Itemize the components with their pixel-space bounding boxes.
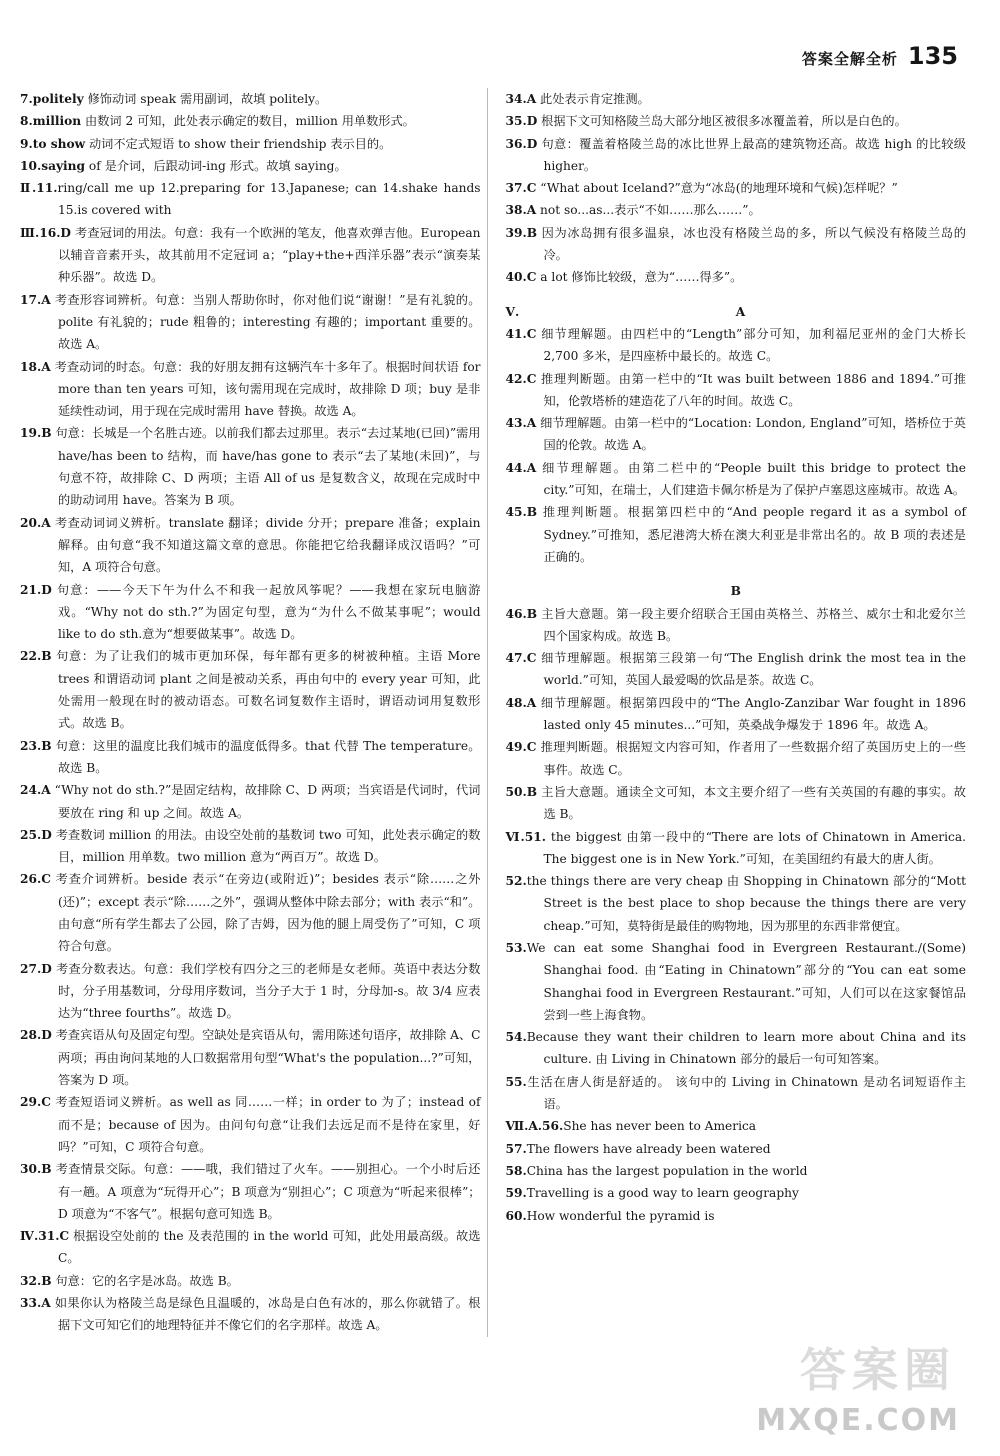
answer-text: 推理判断题。根据第四栏中的“And people regard it as a symbol of Sydney.”可推知，悉尼港湾大桥在澳大利亚是非常出名的。故 B 项的表述是正确的。 xyxy=(537,505,966,564)
answer-text: 由数词 2 可知，此处表示确定的数目，million 用单数形式。 xyxy=(81,114,415,129)
answer-number: 54. xyxy=(505,1030,527,1045)
answer-entry xyxy=(20,958,481,1025)
answer-number: 39.B xyxy=(505,225,538,240)
answer-entry xyxy=(506,457,967,502)
answer-text: 动词不定式短语 to show their friendship 表示目的。 xyxy=(85,136,392,151)
answer-entry xyxy=(506,368,967,413)
answer-number: 8.million xyxy=(20,114,82,129)
answer-text: The flowers have already been watered xyxy=(526,1141,771,1156)
answer-number: 24.A xyxy=(20,783,51,798)
answer-number: 27.D xyxy=(20,961,52,976)
answer-entry xyxy=(506,323,967,368)
answer-text: “Why not do sth.?”是固定结构，故排除 C、D 两项；当宾语是代词时，代词要放在 ring 和 up 之间。故选 A。 xyxy=(50,783,481,820)
answer-number: 36.D xyxy=(505,136,538,151)
answer-columns xyxy=(20,88,966,1337)
answer-entry xyxy=(20,422,481,511)
answer-entry xyxy=(20,645,481,734)
answer-number: 35.D xyxy=(505,114,538,129)
section-v-letter: A xyxy=(735,304,746,319)
answer-text: 细节理解题。由第二栏中的“People built this bridge to protect the city.”可知，在瑞士，人们建造卡佩尔桥是为了保护卢塞恩这座城市。故选 A。 xyxy=(536,460,966,498)
answer-text: 句意：这里的温度比我们城市的温度低得多。that 代替 The temperature。故选 B。 xyxy=(51,738,481,775)
answer-number: 18.A xyxy=(20,359,51,374)
answer-text: 根据设空处前的 the 及表范围的 in the world 可知，此处用最高级。故选 C。 xyxy=(58,1229,481,1266)
answer-entry xyxy=(20,868,481,957)
answer-entry xyxy=(20,512,481,579)
answer-text: 句意：长城是一个名胜古迹。以前我们都去过那里。表示“去过某地(已回)”需用 have/has been to 结构，而 have/has gone to 表示“去了某地(未回)”，与句意不符，故排除 C、D 两项；主语 All of us 是复数含义，故现在完成时中的助动词用 have。答案为 B 项。 xyxy=(51,426,481,508)
answer-number: 34.A xyxy=(505,92,537,106)
answer-number: 42.C xyxy=(505,371,537,386)
answer-text: 考查动词词义辨析。translate 翻译；divide 分开；prepare 准备；explain 解释。由句意“我不知道这篇文章的意思。你能把它给我翻译成汉语吗？”可知，A 项符合句意。 xyxy=(50,515,481,575)
answer-entry xyxy=(506,177,967,199)
answer-text: 修饰动词 speak 需用副词，故填 politely。 xyxy=(83,92,328,106)
answer-entry xyxy=(20,1158,481,1225)
answer-text: 考查数词 million 的用法。由设空处前的基数词 two 可知，此处表示确定的数目，million 用单数。two million 意为“两百万”。故选 D。 xyxy=(51,827,481,865)
answer-text: 细节理解题。由第一栏中的“Location: London, England”可知，塔桥位于英国的伦敦。故选 A。 xyxy=(536,416,966,453)
answer-entry xyxy=(506,1026,967,1071)
answer-entry xyxy=(506,1160,967,1182)
answer-text: 考查情景交际。句意：——哦，我们错过了火车。——别担心。一个小时后还有一趟。A 项意为“玩得开心”；B 项意为“别担心”；C 项意为“听起来很棒”；D 项意为“不客气”。根据句意可知选 B。 xyxy=(51,1162,481,1221)
page-number: 135 xyxy=(907,42,958,70)
answer-number: 29.C xyxy=(20,1095,51,1110)
answer-text: 考查介词辨析。beside 表示“在旁边(或附近)”；besides 表示“除……之外(还)”；except 表示“除……之外”，强调从整体中除去部分；with 表示“和”。由句意“所有学生都去了公园，除了吉姆，因为他的腿上周受伤了”可知，C 项符合句意。 xyxy=(50,872,481,954)
answer-entry xyxy=(20,356,481,423)
answer-text: the biggest 由第一段中的“There are lots of Chinatown in America. The biggest one is in New York.”可知，在美国纽约有最大的唐人街。 xyxy=(543,829,966,866)
answer-entry xyxy=(20,1024,481,1091)
answer-number: 32.B xyxy=(20,1273,52,1288)
answer-entry xyxy=(20,1091,481,1158)
answer-number: 30.B xyxy=(20,1162,52,1177)
answer-number: 44.A xyxy=(505,460,537,475)
answer-number: Ⅱ.11. xyxy=(20,181,58,196)
answer-text: 考查分数表达。句意：我们学校有四分之三的老师是女老师。英语中表达分数时，分子用基数词，分母用序数词，当分子大于 1 时，分母加-s。故 3/4 应表达为“three fourths”。故选 D。 xyxy=(51,961,481,1021)
answer-number: 10.saying xyxy=(20,158,86,173)
answer-entry xyxy=(506,781,967,826)
answer-entry xyxy=(20,110,481,132)
answer-number: 57. xyxy=(505,1141,527,1156)
answer-number: 23.B xyxy=(20,738,52,753)
answer-number: 45.B xyxy=(505,505,538,520)
answer-number: 38.A xyxy=(505,203,537,218)
answer-number: 33.A xyxy=(20,1296,51,1311)
answer-text: Because they want their children to learn more about China and its culture. 由 Living in Chinatown 部分的最后一句可知答案。 xyxy=(526,1030,966,1067)
answer-entry xyxy=(506,1182,967,1204)
answer-text: 细节理解题。根据第三段第一句“The English drink the most tea in the world.”可知，英国人最爱喝的饮品是茶。故选 C。 xyxy=(536,651,966,688)
section-v-header xyxy=(506,301,967,323)
answer-text: 考查冠词的用法。句意：我有一个欧洲的笔友，他喜欢弹吉他。European 以辅音音素开头，故其前用不定冠词 a；“play+the+西洋乐器”表示“演奏某种乐器”。故选 D。 xyxy=(58,225,481,285)
answer-text: “What about Iceland?”意为“冰岛(的地理环境和气候)怎样呢？” xyxy=(536,181,898,196)
answer-text: of 是介词，后跟动词-ing 形式。故填 saying。 xyxy=(85,158,347,173)
answer-text: 因为冰岛拥有很多温泉，冰也没有格陵兰岛的多，所以气候没有格陵兰岛的冷。 xyxy=(537,225,966,263)
left-column xyxy=(20,88,488,1337)
answer-entry xyxy=(506,1138,967,1160)
answer-entry xyxy=(506,647,967,692)
answer-text: 句意：——今天下午为什么不和我一起放风筝呢？——我想在家玩电脑游戏。“Why not do sth.?”为固定句型，意为“为什么不做某事呢”；would like to do sth.意为“想要做某事”。故选 D。 xyxy=(51,582,481,642)
answer-number: Ⅳ.31.C xyxy=(20,1229,70,1244)
answer-text: 考查短语词义辨析。as well as 同……一样；in order to 为了；instead of 而不是；because of 因为。由问句句意“让我们去远足而不是待在家里，好吗？”可知，C 项符合句意。 xyxy=(50,1095,481,1154)
answer-text: How wonderful the pyramid is xyxy=(526,1208,715,1223)
answer-entry xyxy=(20,579,481,646)
answer-number: 48.A xyxy=(505,695,537,710)
answer-number: 40.C xyxy=(505,270,537,285)
answer-number: 49.C xyxy=(505,740,537,755)
answer-number: 21.D xyxy=(20,582,52,597)
answer-entry xyxy=(506,199,967,221)
answer-number: 22.B xyxy=(20,649,52,664)
answer-number: 46.B xyxy=(505,606,538,621)
header-title: 答案全解全析 xyxy=(801,50,898,68)
answer-text: 根据下文可知格陵兰岛大部分地区被很多冰覆盖着，所以是白色的。 xyxy=(537,114,907,129)
answer-number: 50.B xyxy=(505,784,538,799)
answer-number: 59. xyxy=(505,1186,527,1201)
answer-entry xyxy=(506,1115,967,1137)
answer-entry xyxy=(506,412,967,457)
answer-entry xyxy=(506,133,967,178)
answer-text: Travelling is a good way to learn geography xyxy=(526,1186,799,1201)
answer-entry xyxy=(20,735,481,780)
answer-text: a lot 修饰比较级，意为“……得多”。 xyxy=(536,270,743,285)
watermark-logo: 答案圈 xyxy=(800,1343,956,1397)
answer-entry xyxy=(506,937,967,1026)
answer-number: 55. xyxy=(505,1074,527,1089)
answer-number: Ⅲ.16.D xyxy=(20,225,72,240)
answer-number: Ⅶ.A.56. xyxy=(505,1119,564,1134)
answer-entry xyxy=(506,501,967,568)
answer-number: 41.C xyxy=(505,326,537,341)
answer-entry xyxy=(20,1270,481,1292)
section-v-roman: Ⅴ. xyxy=(505,304,520,319)
answer-text: 考查形容词辨析。句意：当别人帮助你时，你对他们说“谢谢！”是有礼貌的。polite 有礼貌的；rude 粗鲁的；interesting 有趣的；important 重要的。故选 A。 xyxy=(50,292,481,352)
answer-number: 7.politely xyxy=(20,92,84,106)
answer-text: 句意：为了让我们的城市更加环保，每年都有更多的树被种植。主语 More trees 和谓语动词 plant 之间是被动关系，再由句中的 every year 可知，此处需用一般现在时的被动语态。可数名词复数作主语时，谓语动词用复数形式。故选 B。 xyxy=(51,649,481,731)
answer-text: 如果你认为格陵兰岛是绿色且温暖的，冰岛是白色有冰的，那么你就错了。根据下文可知它们的地理特征并不像它们的名字那样。故选 A。 xyxy=(50,1296,481,1333)
answer-entry xyxy=(20,1225,481,1270)
answer-entry xyxy=(506,1205,967,1227)
answer-entry xyxy=(506,826,967,871)
answer-entry xyxy=(20,289,481,356)
right-column-section-a xyxy=(506,323,967,568)
answer-number: 58. xyxy=(505,1163,527,1178)
answer-entry xyxy=(506,736,967,781)
answer-entry xyxy=(506,870,967,937)
answer-text: 生活在唐人街是舒适的。 该句中的 Living in Chinatown 是动名词短语作主语。 xyxy=(526,1074,966,1112)
section-b-letter: B xyxy=(730,584,741,599)
answer-number: 19.B xyxy=(20,426,52,441)
answer-entry xyxy=(506,1071,967,1116)
answer-text: not so...as...表示“不如……那么……”。 xyxy=(536,203,761,218)
answer-text: 考查宾语从句及固定句型。空缺处是宾语从句，需用陈述句语序，故排除 A、C 两项；再由询问某地的人口数据常用句型“What's the population...?”可知，答案为 D 项。 xyxy=(51,1028,481,1088)
answer-text: 句意：覆盖着格陵兰岛的冰比世界上最高的建筑物还高。故选 high 的比较级 higher。 xyxy=(537,136,966,173)
answer-number: 60. xyxy=(505,1208,527,1223)
answer-text: ring/call me up 12.preparing for 13.Japanese; can 14.shake hands 15.is covered with xyxy=(57,181,481,218)
watermark-url: MXQE.COM xyxy=(756,1403,960,1438)
answer-number: 17.A xyxy=(20,292,51,307)
answer-text: 推理判断题。由第一栏中的“It was built between 1886 and 1894.”可推知，伦敦塔桥的建造花了八年的时间。故选 C。 xyxy=(536,371,966,408)
right-column-section-b xyxy=(506,603,967,1227)
answer-number: 47.C xyxy=(505,651,537,666)
answer-entry xyxy=(506,266,967,288)
answer-number: 9.to show xyxy=(20,136,86,151)
answer-text: 细节理解题。根据第四段中的“The Anglo-Zanzibar War fought in 1896 lasted only 45 minutes...”可知，英桑战争爆发于 1896 年。故选 A。 xyxy=(536,695,966,733)
answer-text: We can eat some Shanghai food in Evergreen Restaurant./(Some) Shanghai food. 由“Eating in Chinatown”部分的“You can eat some Shanghai food in Evergreen Restaurant.”可知，人们可以在这家餐馆品尝到一些上海食物。 xyxy=(526,940,966,1022)
answer-text: 主旨大意题。通读全文可知，本文主要介绍了一些有关英国的有趣的事实。故选 B。 xyxy=(537,784,966,822)
answer-number: 52. xyxy=(505,874,527,889)
answer-number: 20.A xyxy=(20,515,51,530)
right-column xyxy=(506,88,967,1337)
answer-number: 28.D xyxy=(20,1028,52,1043)
answer-entry xyxy=(20,1292,481,1337)
answer-text: China has the largest population in the world xyxy=(526,1163,808,1178)
answer-number: 53. xyxy=(505,940,527,955)
answer-entry xyxy=(506,88,967,110)
answer-number: 25.D xyxy=(20,827,52,842)
answer-text: She has never been to America xyxy=(563,1119,757,1134)
answer-text: 此处表示肯定推测。 xyxy=(536,92,650,106)
answer-text: 考查动词的时态。句意：我的好朋友拥有这辆汽车十多年了。根据时间状语 for more than ten years 可知，该句需用现在完成时，故排除 D 项；buy 是非延续性动词，用于现在完成时需用 have 替换。故选 A。 xyxy=(50,359,481,419)
answer-text: 主旨大意题。第一段主要介绍联合王国由英格兰、苏格兰、威尔士和北爱尔兰四个国家构成。故选 B。 xyxy=(537,606,966,643)
answer-entry xyxy=(20,133,481,155)
answer-entry xyxy=(20,222,481,289)
answer-entry xyxy=(20,155,481,177)
answer-text: 推理判断题。根据短文内容可知，作者用了一些数据介绍了英国历史上的一些事件。故选 C。 xyxy=(536,740,966,777)
page-header xyxy=(802,42,958,70)
answer-number: 37.C xyxy=(505,181,537,196)
answer-entry xyxy=(506,603,967,648)
answer-entry xyxy=(506,692,967,737)
answer-entry xyxy=(506,222,967,267)
answer-number: 43.A xyxy=(505,416,537,431)
answer-entry xyxy=(20,88,481,110)
right-column-top xyxy=(506,88,967,289)
answer-number: 26.C xyxy=(20,872,51,887)
answer-entry xyxy=(506,110,967,132)
answer-text: 细节理解题。由四栏中的“Length”部分可知，加利福尼亚州的金门大桥长 2,700 多米，是四座桥中最长的。故选 C。 xyxy=(536,326,966,364)
answer-entry xyxy=(20,177,481,222)
answer-number: Ⅵ.51. xyxy=(505,829,547,844)
answer-text: the things there are very cheap 由 Shopping in Chinatown 部分的“Mott Street is the best place to shop because the things there are very cheap.”可知，莫特街是最佳的购物地，因为那里的东西非常便宜。 xyxy=(526,874,966,933)
answer-entry xyxy=(20,779,481,824)
answer-text: 句意：它的名字是冰岛。故选 B。 xyxy=(51,1273,239,1288)
answer-entry xyxy=(20,824,481,869)
